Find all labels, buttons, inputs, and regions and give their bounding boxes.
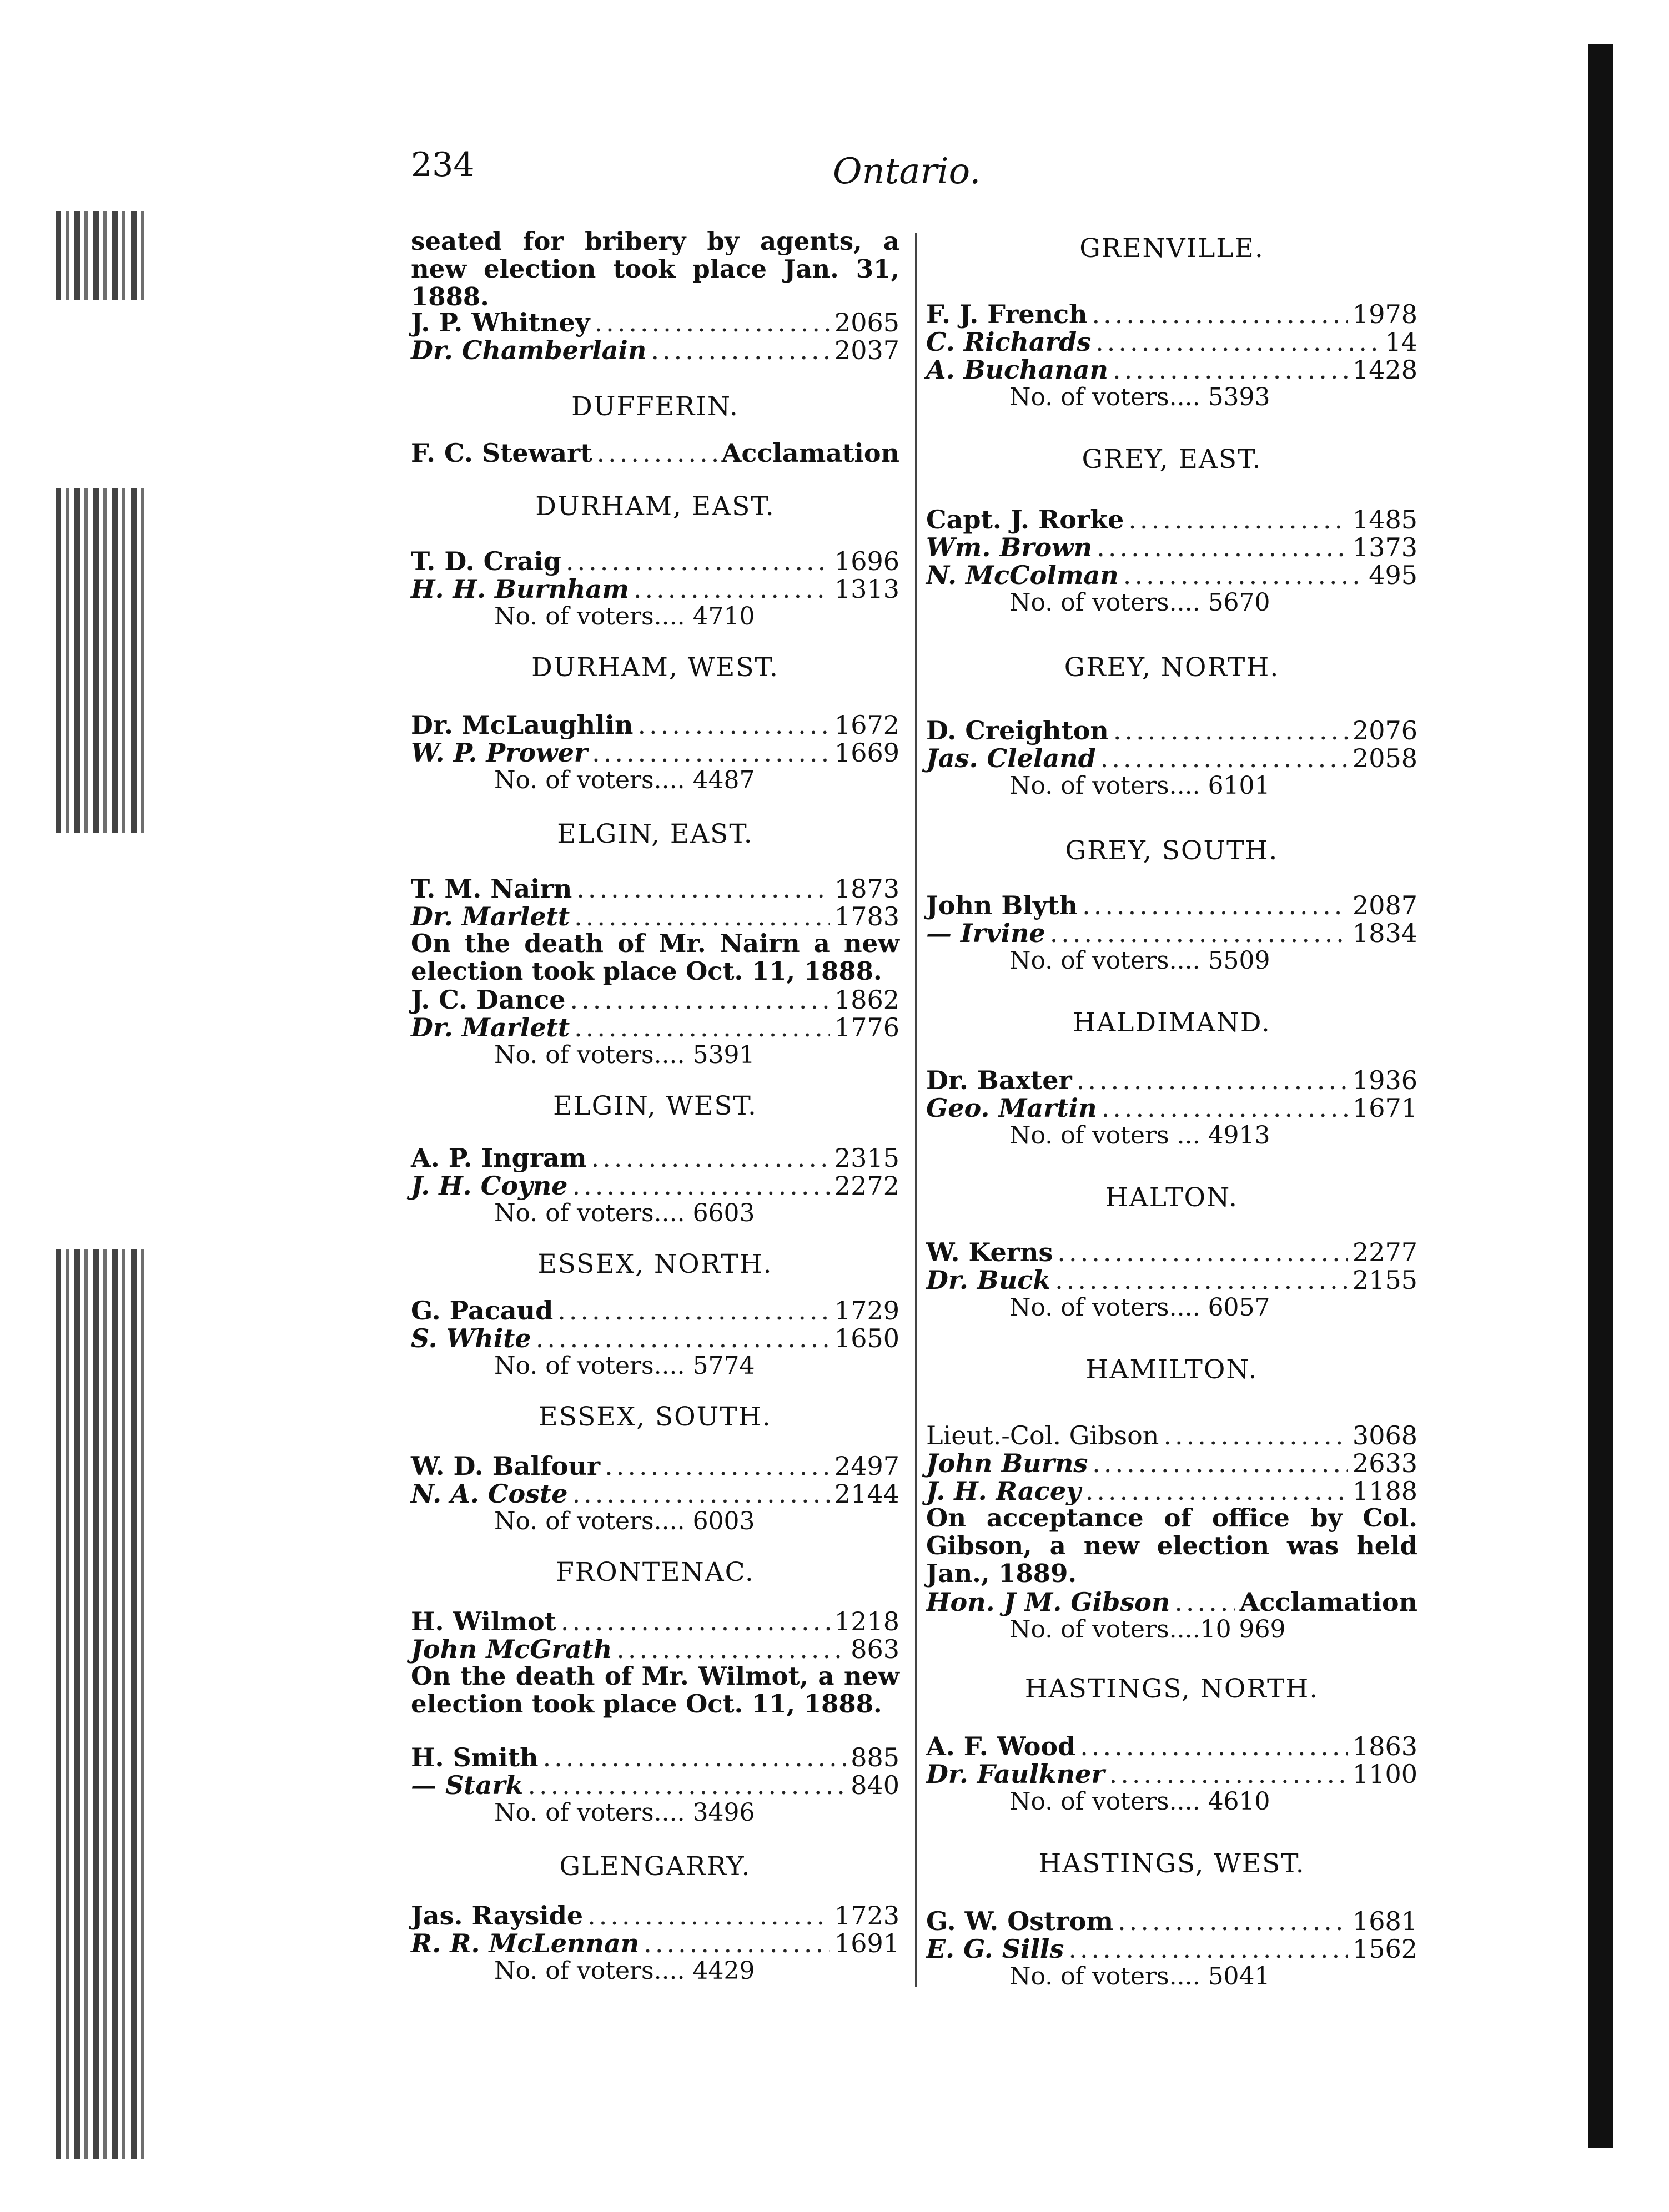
result-row: N. McColman ..... 495 (926, 561, 1417, 589)
result-row: F. C. Stewart ..... Acclamation (411, 439, 899, 467)
result-row: Geo. Martin ..... 1671 (926, 1094, 1417, 1122)
voters-count: No. of voters.... 5041 (1009, 1962, 1270, 1991)
result-row: Dr. Marlett ..... 1783 (411, 902, 899, 931)
voters-count: No. of voters.... 4487 (494, 766, 755, 794)
riding-heading: HASTINGS, WEST. (1038, 1848, 1305, 1879)
scan-artifact (56, 1249, 144, 2159)
result-row: Wm. Brown ..... 1373 (926, 533, 1417, 562)
result-row: Dr. Marlett ..... 1776 (411, 1013, 899, 1042)
result-row: Dr. Baxter ..... 1936 (926, 1066, 1417, 1095)
riding-heading: DURHAM, EAST. (535, 491, 775, 522)
voters-count: No. of voters.... 6603 (494, 1199, 755, 1227)
result-row: H. H. Burnham ..... 1313 (411, 575, 899, 603)
result-row: Dr. Buck ..... 2155 (926, 1266, 1417, 1294)
result-row: R. R. McLennan ..... 1691 (411, 1929, 899, 1958)
voters-count: No. of voters.... 4610 (1009, 1787, 1270, 1816)
result-row: Capt. J. Rorke ..... 1485 (926, 505, 1417, 534)
scan-artifact (56, 488, 144, 833)
riding-heading: GRENVILLE. (1079, 233, 1264, 264)
riding-heading: ESSEX, SOUTH. (539, 1402, 772, 1432)
riding-heading: DURHAM, WEST. (531, 652, 779, 683)
result-row: John Burns ..... 2633 (926, 1449, 1417, 1478)
result-row: J. C. Dance ..... 1862 (411, 985, 899, 1014)
column-divider (915, 233, 917, 1987)
result-row: W. P. Prower ..... 1669 (411, 738, 899, 767)
result-row: D. Creighton ..... 2076 (926, 716, 1417, 745)
result-row: Lieut.-Col. Gibson ..... 3068 (926, 1421, 1417, 1450)
riding-heading: HAMILTON. (1085, 1354, 1258, 1385)
result-row: A. F. Wood ..... 1863 (926, 1732, 1417, 1761)
voters-count: No. of voters.... 5509 (1009, 946, 1270, 975)
voters-count: No. of voters.... 4429 (494, 1957, 755, 1985)
result-row: C. Richards ..... 14 (926, 327, 1417, 356)
result-row: Dr. Chamberlain ..... 2037 (411, 336, 899, 365)
result-row: Dr. McLaughlin ..... 1672 (411, 711, 899, 739)
voters-count: No. of voters.... 6003 (494, 1507, 755, 1535)
result-row: A. P. Ingram ..... 2315 (411, 1143, 899, 1172)
result-row: A. Buchanan ..... 1428 (926, 355, 1417, 384)
riding-heading: GREY, NORTH. (1064, 652, 1280, 683)
voters-count: No. of voters ... 4913 (1009, 1121, 1270, 1150)
result-row: Jas. Rayside ..... 1723 (411, 1901, 899, 1930)
result-row: S. White ..... 1650 (411, 1324, 899, 1353)
result-row: W. Kerns ..... 2277 (926, 1238, 1417, 1267)
result-row: John McGrath ..... 863 (411, 1635, 899, 1664)
result-row: G. Pacaud ..... 1729 (411, 1296, 899, 1325)
riding-heading: ELGIN, WEST. (553, 1091, 757, 1121)
running-title: Ontario. (833, 151, 981, 192)
result-row: Hon. J M. Gibson ..... Acclamation (926, 1588, 1417, 1616)
election-note: On the death of Mr. Wilmot, a new election took place Oct. 11, 1888. (411, 1661, 899, 1719)
riding-heading: FRONTENAC. (556, 1557, 755, 1588)
result-row: E. G. Sills ..... 1562 (926, 1934, 1417, 1963)
result-row: G. W. Ostrom ..... 1681 (926, 1907, 1417, 1936)
result-row: J. H. Racey ..... 1188 (926, 1477, 1417, 1505)
voters-count: No. of voters.... 5391 (494, 1041, 755, 1069)
riding-heading: ELGIN, EAST. (557, 819, 753, 849)
result-row: Dr. Faulkner ..... 1100 (926, 1760, 1417, 1788)
riding-heading: GREY, SOUTH. (1065, 835, 1279, 866)
riding-heading: DUFFERIN. (571, 391, 739, 422)
result-row: J. P. Whitney ..... 2065 (411, 308, 899, 337)
result-row: F. J. French ..... 1978 (926, 300, 1417, 329)
voters-count: No. of voters.... 5774 (494, 1352, 755, 1380)
result-row: T. D. Craig ..... 1696 (411, 547, 899, 576)
riding-heading: GREY, EAST. (1082, 444, 1262, 475)
scan-edge-bar (1588, 44, 1613, 2148)
scan-artifact (56, 211, 144, 300)
result-row: W. D. Balfour ..... 2497 (411, 1452, 899, 1480)
voters-count: No. of voters.... 5393 (1009, 383, 1270, 411)
election-note: On the death of Mr. Nairn a new election took place Oct. 11, 1888. (411, 929, 899, 986)
result-row: Jas. Cleland ..... 2058 (926, 744, 1417, 773)
result-row: — Stark ..... 840 (411, 1771, 899, 1800)
riding-heading: GLENGARRY. (559, 1851, 751, 1882)
page-number: 234 (411, 145, 475, 184)
voters-count: No. of voters.... 4710 (494, 602, 755, 631)
intro-note: seated for bribery by agents, a new election took place Jan. 31, 1888. (411, 226, 899, 311)
result-row: — Irvine ..... 1834 (926, 919, 1417, 948)
result-row: H. Wilmot ..... 1218 (411, 1607, 899, 1636)
voters-count: No. of voters....10 969 (1009, 1615, 1286, 1644)
election-note: On acceptance of office by Col. Gibson, a new election was held Jan., 1889. (926, 1503, 1417, 1588)
result-row: N. A. Coste ..... 2144 (411, 1479, 899, 1508)
riding-heading: HALDIMAND. (1073, 1007, 1271, 1038)
result-row: H. Smith ..... 885 (411, 1743, 899, 1772)
riding-heading: HALTON. (1105, 1182, 1239, 1213)
result-row: John Blyth ..... 2087 (926, 891, 1417, 920)
riding-heading: HASTINGS, NORTH. (1024, 1674, 1319, 1704)
voters-count: No. of voters.... 6057 (1009, 1293, 1270, 1322)
result-row: T. M. Nairn ..... 1873 (411, 874, 899, 903)
riding-heading: ESSEX, NORTH. (537, 1249, 773, 1279)
result-row: J. H. Coyne ..... 2272 (411, 1171, 899, 1200)
voters-count: No. of voters.... 5670 (1009, 588, 1270, 617)
voters-count: No. of voters.... 6101 (1009, 772, 1270, 800)
voters-count: No. of voters.... 3496 (494, 1798, 755, 1827)
